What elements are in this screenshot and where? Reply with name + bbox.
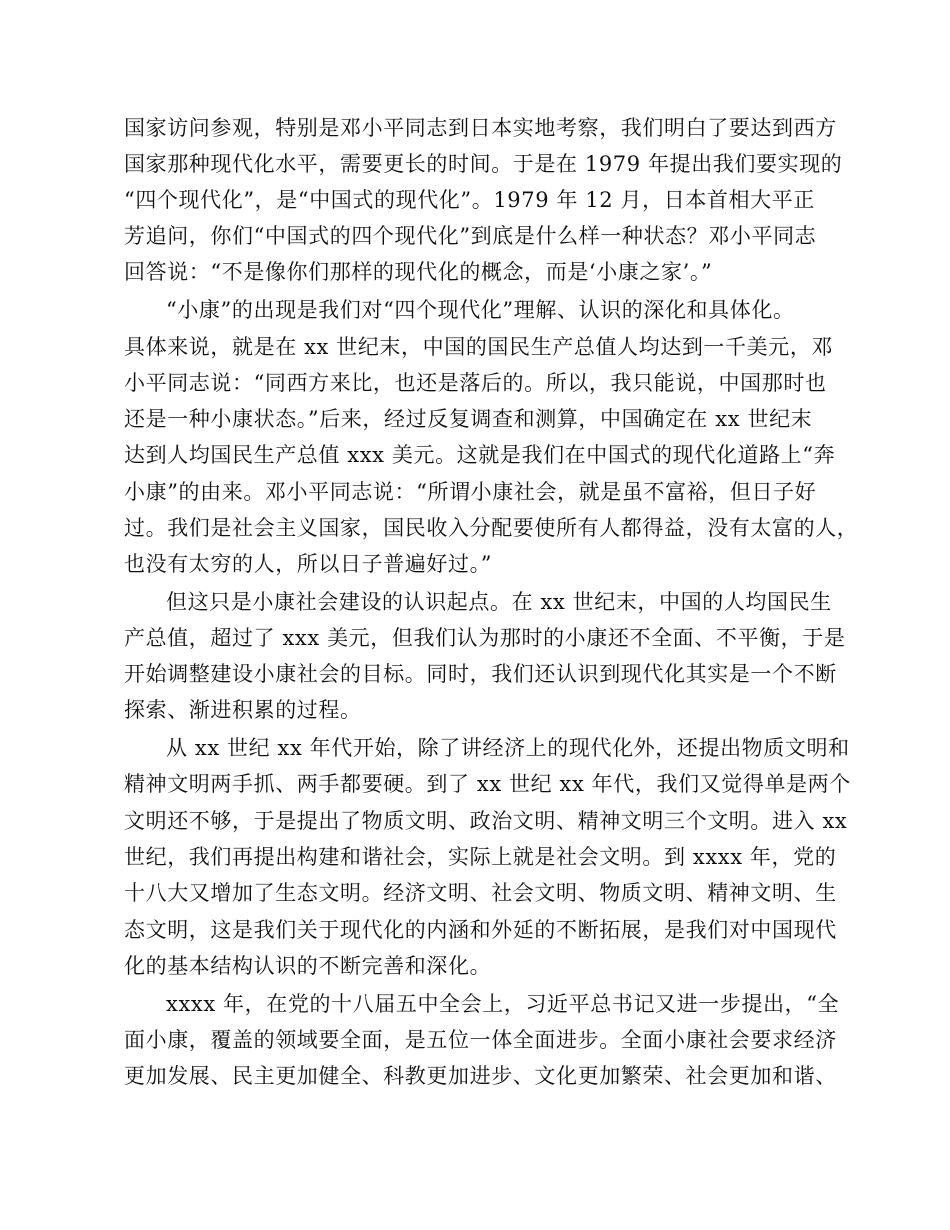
text-line: 芳追问，你们“中国式的四个现代化”到底是什么样一种状态？邓小平同志 <box>124 224 817 248</box>
text-line: 精神文明两手抓、两手都要硬。到了 xx 世纪 xx 年代，我们又觉得单是两个 <box>124 772 851 796</box>
text-line: 文明还不够，于是提出了物质文明、政治文明、精神文明三个文明。进入 xx <box>124 809 848 833</box>
text-line: 国家那种现代化水平，需要更长的时间。于是在 1979 年提出我们要实现的 <box>124 152 843 176</box>
text-line: 还是一种小康状态。”后来，经过反复调查和测算，中国确定在 xx 世纪末 <box>124 407 813 431</box>
text-line: 世纪，我们再提出构建和谐社会，实际上就是社会文明。到 xxxx 年，党的 <box>124 845 837 869</box>
text-line: 产总值，超过了 xxx 美元，但我们认为那时的小康还不全面、不平衡，于是 <box>124 626 846 650</box>
text-line: 面小康，覆盖的领域要全面，是五位一体全面进步。全面小康社会要求经济 <box>124 1028 837 1052</box>
text-line: 具体来说，就是在 xx 世纪末，中国的国民生产总值人均达到一千美元，邓 <box>124 335 834 359</box>
text-line: “四个现代化”，是“中国式的现代化”。1979 年 12 月，日本首相大平正 <box>124 188 815 212</box>
paragraph-start-line: “小康”的出现是我们对“四个现代化”理解、认识的深化和具体化。 <box>166 298 795 322</box>
text-line: 小康”的由来。邓小平同志说：“所谓小康社会，就是虽不富裕，但日子好 <box>124 480 817 504</box>
text-line: 十八大又增加了生态文明。经济文明、社会文明、物质文明、精神文明、生 <box>124 881 837 905</box>
text-line: 国家访问参观，特别是邓小平同志到日本实地考察，我们明白了要达到西方 <box>124 116 837 140</box>
text-line: 更加发展、民主更加健全、科教更加进步、文化更加繁荣、社会更加和谐、 <box>124 1064 837 1088</box>
text-line: 探索、渐进积累的过程。 <box>124 698 362 722</box>
text-line: 回答说：“不是像你们那样的现代化的概念，而是‘小康之家’。” <box>124 260 713 284</box>
text-line: 开始调整建设小康社会的目标。同时，我们还认识到现代化其实是一个不断 <box>124 662 837 686</box>
text-line: 态文明，这是我们关于现代化的内涵和外延的不断拓展，是我们对中国现代 <box>124 918 837 942</box>
paragraph-start-line: 但这只是小康社会建设的认识起点。在 xx 世纪末，中国的人均国民生 <box>166 590 832 614</box>
text-line: 化的基本结构认识的不断完善和深化。 <box>124 954 492 978</box>
paragraph-start-line: xxxx 年，在党的十八届五中全会上，习近平总书记又进一步提出，“全 <box>166 992 840 1016</box>
paragraph-start-line: 从 xx 世纪 xx 年代开始，除了讲经济上的现代化外，还提出物质文明和 <box>166 736 850 760</box>
text-line: 小平同志说：“同西方来比，也还是落后的。所以，我只能说，中国那时也 <box>124 371 827 395</box>
text-line: 也没有太穷的人，所以日子普遍好过。” <box>124 552 493 576</box>
text-line: 过。我们是社会主义国家，国民收入分配要使所有人都得益，没有太富的人， <box>124 516 859 540</box>
text-line: 达到人均国民生产总值 xxx 美元。这就是我们在中国式的现代化道路上“奔 <box>124 443 836 467</box>
